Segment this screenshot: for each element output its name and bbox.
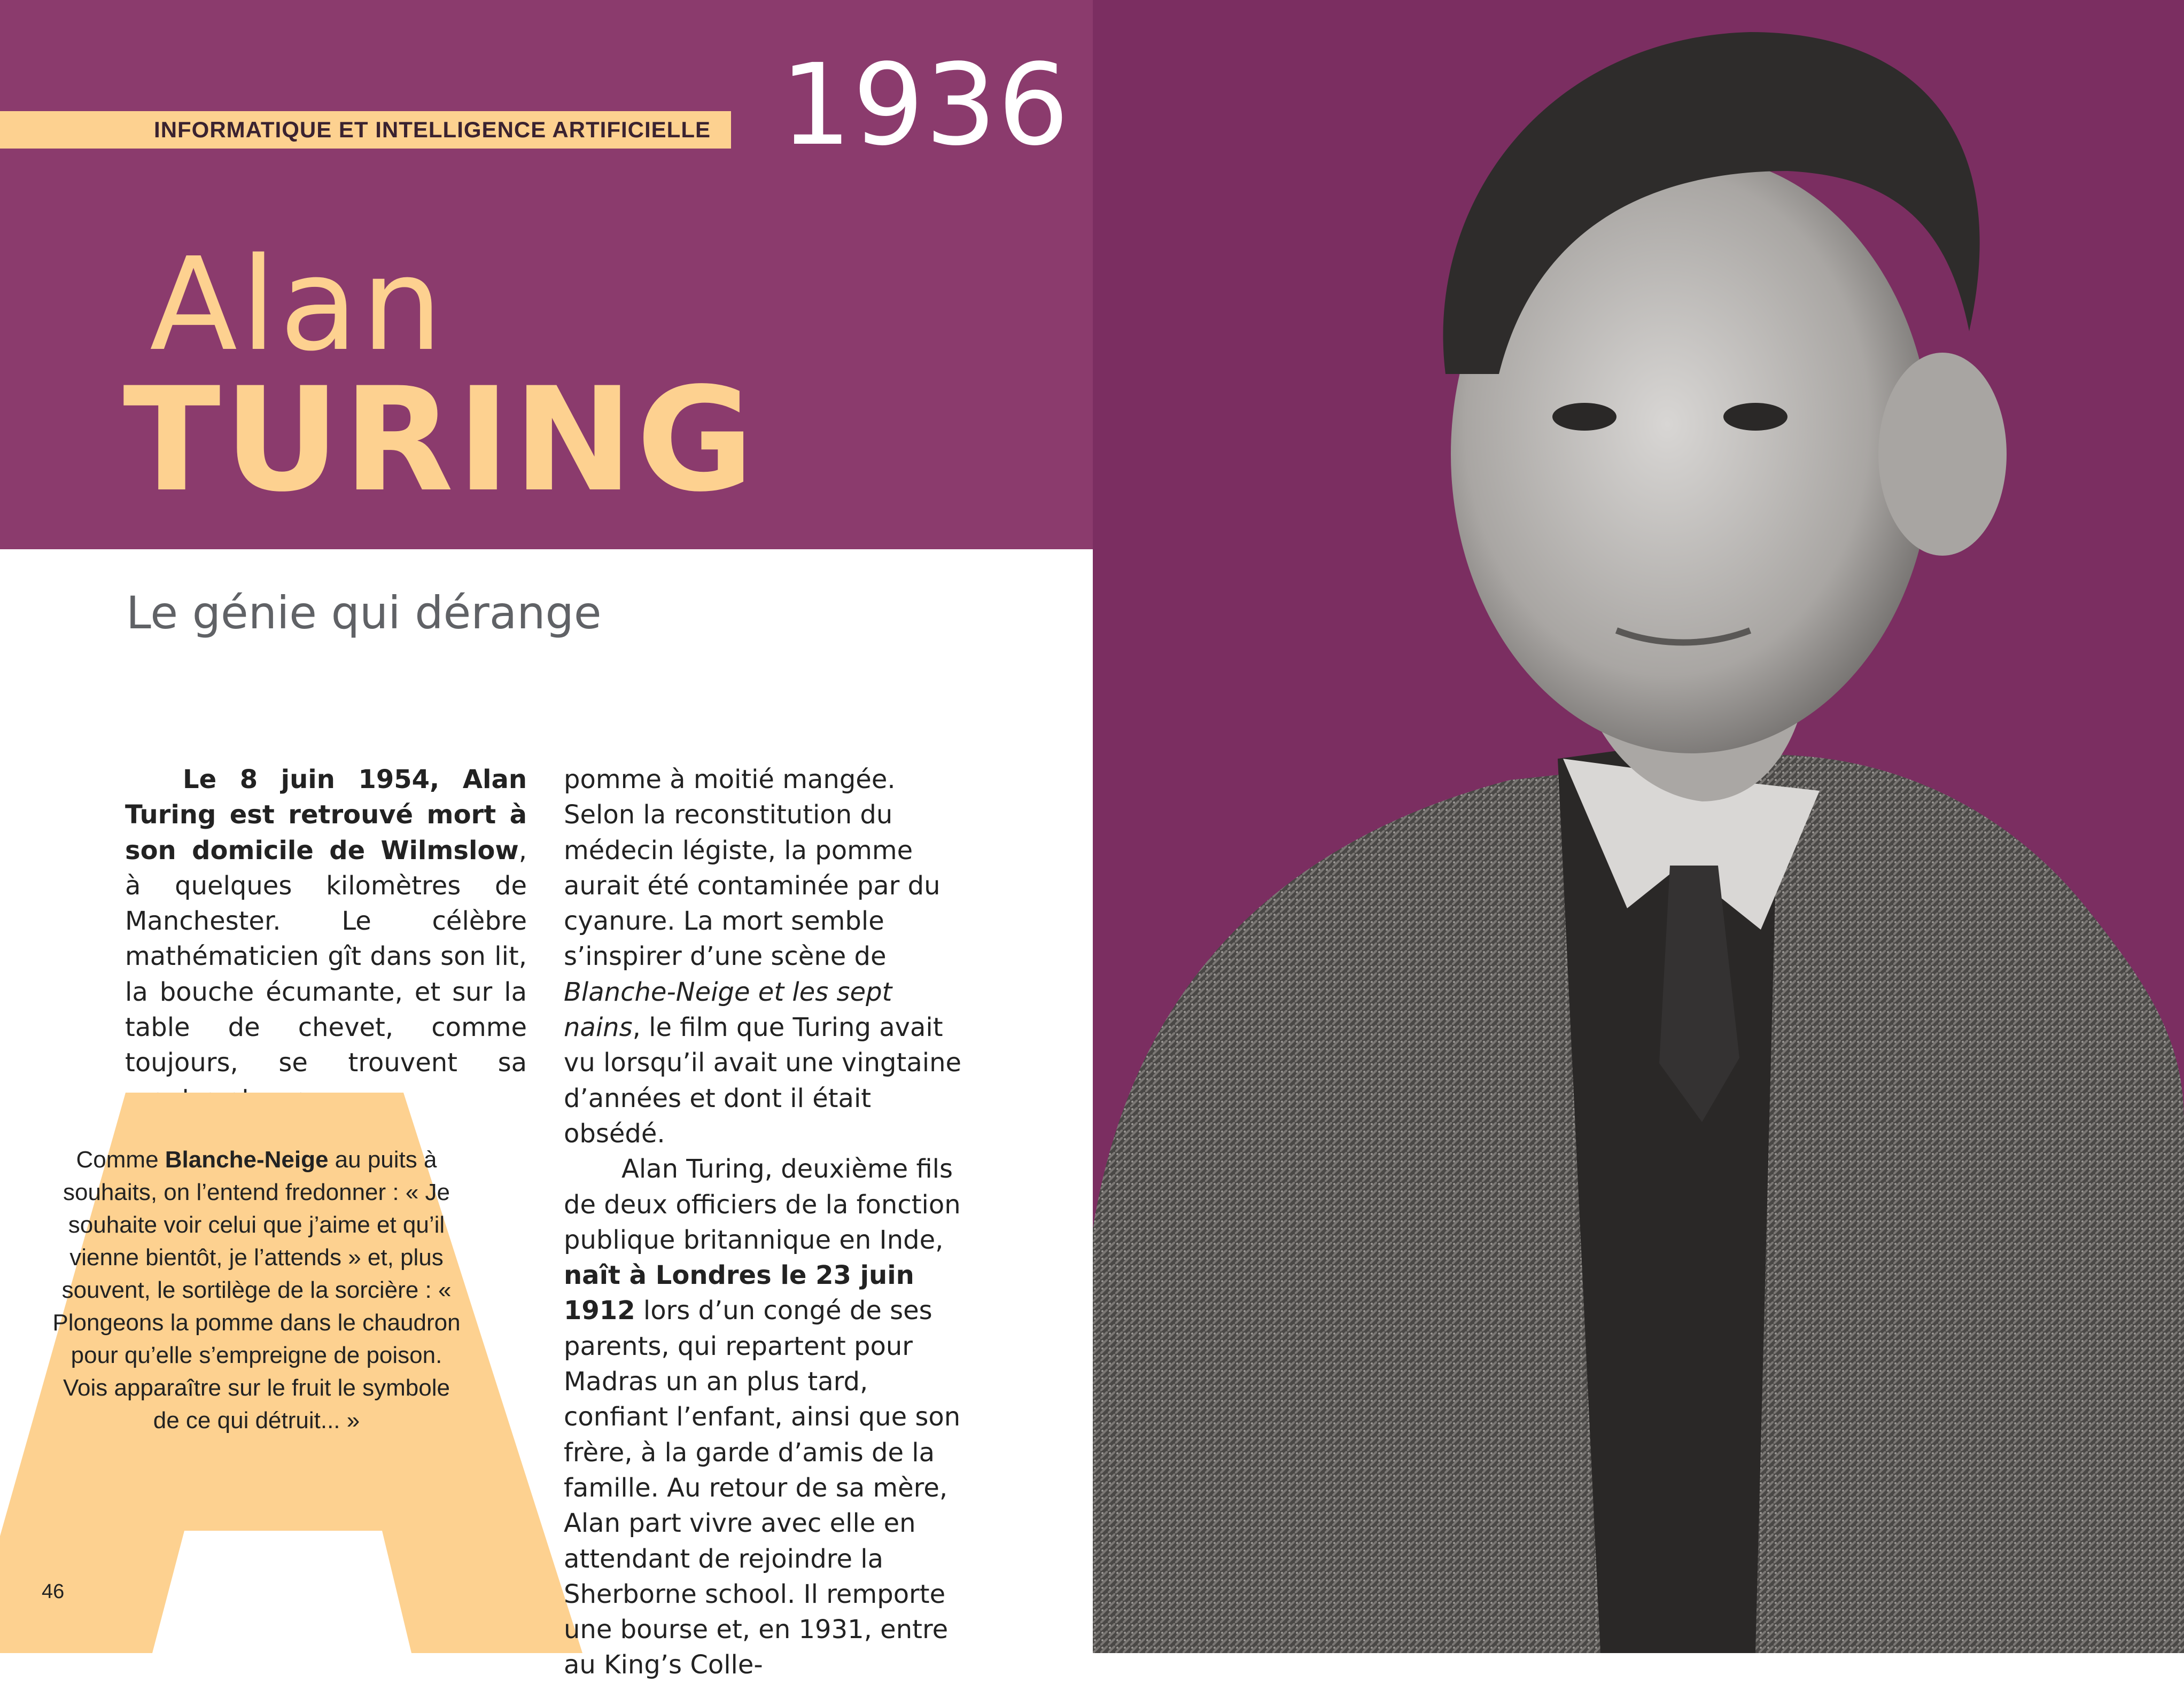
subtitle: Le génie qui dérange	[126, 587, 602, 639]
bold-intro: Le 8 juin 1954, Alan Turing est retrouvé mort à son domicile de Wilmslow	[125, 765, 527, 866]
paragraph	[125, 762, 527, 1116]
category-label: INFORMATIQUE ET INTELLIGENCE ARTIFICIELLE	[0, 111, 731, 149]
text-column-2	[564, 762, 966, 1683]
first-name-title: Alan	[150, 230, 446, 379]
last-name-title: TURING	[123, 357, 757, 524]
birth-highlight: naît à Londres le 23 juin 1912	[564, 1260, 914, 1326]
portrait-photo	[1093, 0, 2184, 1653]
paragraph-text: , à quelques kilomètres de Manchester. Le célèbre mathématicien gît dans son lit, la bouche écumante, et sur la table de chevet, comme toujours, se trouvent sa	[125, 835, 527, 1078]
quote-bold: Blanche-Neige	[165, 1147, 329, 1173]
sidebar-quote: Comme Blanche-Neige au puits à souhaits, on l’entend fredonner : « Je souhaite voir celui que j’aime et qu’il vienne bientôt, je l’attends » et, plus souvent, le sortilège de la sorcière : « Plongeons la pomme dans le chaudron pour qu’elle s’empreigne de poison. Vois apparaître sur le fruit le symbole de ce qui détruit... »	[52, 1147, 461, 1433]
page-number: 46	[42, 1580, 65, 1603]
film-title: Blanche-Neige et les sept nains	[564, 977, 892, 1043]
paragraph: Alan Turing, deuxième fils de deux officiers de la fonction publique britannique en Inde, naît à Londres le 23 juin 1912 lors d’un congé de ses parents, qui repartent pour Madras un an plus tard, confiant l’enfant, ainsi que son frère, à la garde d’amis de la famille. Au retour de sa mère, Alan part vivre avec elle en attendant de rejoindre la Sherborne school. Il remporte une bourse et, en 1931, entre au King’s Colle-	[564, 1154, 961, 1680]
text-column-1	[125, 762, 527, 1116]
portrait-page	[1093, 0, 2184, 1653]
paragraph: pomme à moitié mangée. Selon la reconstitution du médecin légiste, la pomme aurait été contaminée par du cyanure. La mort semble s’inspirer d’une scène de Blanche-Neige et les sept nains, le film que Turing avait vu lorsqu’il avait une vingtaine d’années et dont il était obsédé.	[564, 765, 962, 1149]
year-heading: 1936	[780, 40, 1070, 170]
